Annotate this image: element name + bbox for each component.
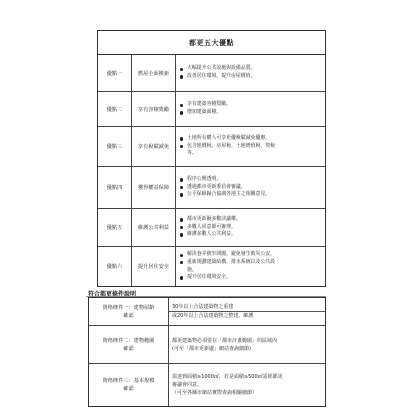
bullet-item [180, 65, 322, 73]
condition-description [169, 326, 325, 363]
bullet-text: 都市更新擬多數決議權。 [187, 216, 241, 223]
condition-line: 都更建築物必須要在「都市計畫範圍」的區域內 [172, 337, 278, 344]
bullet-item [180, 101, 322, 109]
advantage-points [176, 247, 325, 286]
advantage-number: 優點二 [98, 92, 132, 126]
condition-label [89, 364, 169, 406]
advantage-row-3 [98, 127, 325, 167]
bullet-item [180, 231, 322, 239]
bullet-continuation [180, 150, 322, 158]
bullet-text: 提升居住環境安全。 [187, 274, 232, 281]
condition-label-line: 確認 [123, 386, 134, 392]
condition-description [169, 298, 325, 325]
condition-label-line: 資格條件三：基本規模 [102, 378, 155, 384]
bullet-text: 大幅提升公共設施與設備品質。 [187, 65, 256, 72]
bullet-icon [180, 68, 183, 71]
bullet-icon [180, 254, 183, 257]
condition-line: 或20年以上合法建築物之整建、維護 [172, 313, 254, 319]
condition-label [89, 326, 169, 363]
conditions-title: 符合都更條件說明 [88, 291, 137, 298]
bullet-text: 公平保障歸合協調各地主之相關意見。 [187, 191, 271, 198]
bullet-text: 多數人同意即可審理。 [187, 223, 236, 230]
condition-row-3 [89, 364, 325, 406]
bullet-text: 重新規劃建築結構、排水系統以及公共設 [187, 258, 276, 265]
condition-label-line: 確認 [123, 312, 134, 319]
condition-row-2 [89, 326, 325, 364]
condition-line: (可至「都市更新處」網站查詢細節) [172, 345, 251, 352]
bullet-text: 等。 [187, 150, 197, 157]
advantage-number: 優點五 [98, 209, 132, 246]
bullet-item [180, 109, 322, 117]
condition-line: （可至各縣市網站實際查詢相關細節） [172, 390, 258, 396]
advantage-row-1 [98, 55, 325, 92]
bullet-icon [180, 145, 183, 148]
conditions-table [88, 297, 326, 407]
advantage-name: 享有容積獎勵 [132, 92, 176, 126]
bullet-icon [180, 137, 183, 140]
advantage-name: 提升居住安全 [132, 247, 176, 286]
bullet-text: 增加建築面積。 [187, 109, 222, 115]
advantage-number: 優點四 [98, 167, 132, 208]
condition-label-line: 確認 [123, 345, 134, 352]
advantage-row-4 [98, 167, 325, 209]
condition-row-1 [89, 298, 325, 326]
bullet-text: 包含地價稅、房屋稅、土地增值稅、契稅 [187, 142, 276, 149]
bullet-item [180, 251, 322, 259]
advantage-points [176, 92, 325, 126]
condition-line: 30年以上合法建築物之重建 [169, 303, 325, 312]
advantage-number: 優點六 [98, 247, 132, 286]
bullet-item [180, 135, 322, 143]
advantages-title: 都更五大優點 [98, 31, 325, 55]
bullet-text: 維護多數人公共利益。 [187, 231, 236, 238]
advantage-points [176, 55, 325, 91]
bullet-text: 透過都市更新委員會審議。 [187, 183, 246, 190]
bullet-icon [180, 178, 183, 181]
bullet-icon [180, 193, 183, 196]
bullet-text: 施。 [187, 266, 197, 273]
bullet-icon [180, 261, 183, 264]
advantage-row-2 [98, 92, 325, 127]
bullet-item [180, 259, 322, 267]
advantage-name: 獲得權益保障 [132, 167, 176, 208]
bullet-item [180, 143, 322, 151]
bullet-text: 解決巷弄狹窄問題，避免發生救災公安。 [187, 251, 276, 258]
advantages-table [97, 30, 326, 287]
advantage-number: 優點三 [98, 127, 132, 166]
condition-label [89, 298, 169, 325]
bullet-icon [180, 111, 183, 114]
bullet-item [180, 191, 322, 199]
advantage-row-5 [98, 209, 325, 247]
condition-line: 需達到面積≥1000㎡，若是面積≥500㎡需經都更 [172, 374, 283, 380]
bullet-item [180, 73, 322, 81]
bullet-item [180, 176, 322, 184]
bullet-continuation [180, 267, 322, 275]
advantage-points [176, 127, 325, 166]
condition-label-line: 資格條件一：建物屋齡 [102, 304, 155, 311]
advantage-name: 舊屋全面換新 [132, 55, 176, 91]
advantage-points [176, 209, 325, 246]
condition-line: 審議會同意。 [172, 382, 203, 388]
condition-label-line: 資格條件二：建物範圍 [102, 337, 155, 344]
bullet-icon [180, 276, 183, 279]
bullet-text: 程序公開透明。 [187, 176, 222, 183]
bullet-text: 改善居住環境、提升房屋價值。 [187, 73, 256, 79]
bullet-item [180, 274, 322, 282]
bullet-icon [180, 233, 183, 236]
condition-description [169, 364, 325, 406]
bullet-text: 享有建築容積獎勵。 [187, 101, 232, 108]
bullet-icon [180, 218, 183, 221]
advantage-name: 維護公共利益 [132, 209, 176, 246]
bullet-icon [180, 104, 183, 107]
advantage-number: 優點一 [98, 55, 132, 91]
bullet-icon [180, 226, 183, 229]
advantage-name: 享有稅賦減免 [132, 127, 176, 166]
advantage-row-6 [98, 247, 325, 286]
bullet-icon [180, 75, 183, 78]
bullet-item [180, 216, 322, 224]
bullet-icon [180, 186, 183, 189]
bullet-text: 土地所有權人可享更優稅賦減免優惠。 [187, 135, 271, 142]
advantage-points [176, 167, 325, 208]
